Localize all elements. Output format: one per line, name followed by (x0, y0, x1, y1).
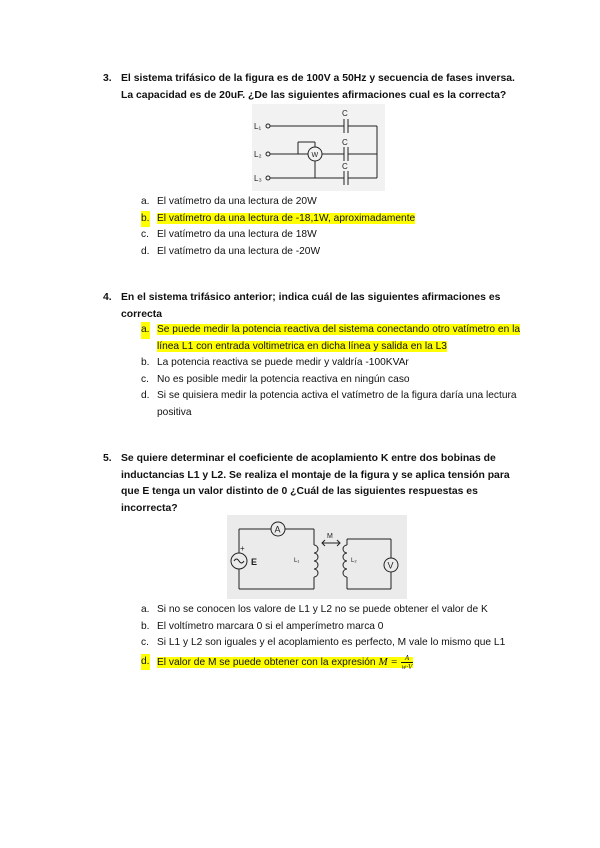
option-d[interactable] (141, 388, 521, 421)
formula-denominator: w·V (401, 662, 413, 671)
option-text: El vatímetro da una lectura de 18W (157, 229, 317, 240)
option-d[interactable] (141, 654, 521, 672)
option-letter: c. (141, 373, 149, 385)
option-letter: a. (141, 322, 150, 339)
label-v: V (387, 560, 394, 571)
question-text: En el sistema trifásico anterior; indica cuál de las siguientes afirmaciones es correcta (121, 292, 501, 320)
option-letter: d. (141, 245, 150, 257)
option-letter: a. (141, 604, 150, 615)
question-number: 5. (103, 453, 112, 464)
option-a[interactable] (141, 602, 521, 619)
option-text: No es posible medir la potencia reactiva en ningún caso (157, 373, 410, 385)
option-letter: d. (141, 654, 150, 671)
option-text: La potencia reactiva se puede medir y valdría -100KVAr (157, 357, 409, 368)
option-text: Si no se conocen los valore de L1 y L2 no se puede obtener el valor de K (157, 604, 488, 615)
label-w: W (311, 152, 319, 159)
option-text: El vatímetro da una lectura de 20W (157, 196, 317, 207)
option-d[interactable] (141, 244, 521, 261)
label-e: E (251, 557, 258, 567)
label-l2: L₂ (351, 558, 357, 564)
label-c2: C (342, 138, 348, 147)
terminal-l1 (266, 124, 270, 128)
formula-fraction (401, 654, 414, 671)
option-text: El valor de M se puede obtener con la expresión (157, 656, 376, 668)
option-text: El voltímetro marcara 0 si el amperímetro marca 0 (157, 620, 384, 632)
terminal-l2 (266, 152, 270, 156)
option-letter: a. (141, 196, 150, 207)
label-l2: L₂ (254, 150, 262, 159)
label-l1: L₁ (294, 558, 300, 564)
question-number: 3. (103, 73, 112, 84)
circuit-diagram (252, 104, 385, 191)
label-m: M (327, 533, 333, 540)
option-letter: c. (141, 637, 149, 648)
option-b[interactable] (141, 211, 521, 228)
formula-numerator: A (401, 654, 414, 663)
formula-lhs: M = (378, 655, 398, 668)
option-text-highlighted: Se puede medir la potencia reactiva del sistema conectando otro vatímetro en la línea L1 con entrada voltimetrica en dicha línea y salida en la L3 (157, 324, 520, 352)
option-letter: d. (141, 390, 150, 401)
coil-l2 (343, 545, 347, 577)
coil-l1 (314, 545, 318, 577)
question-3 (103, 71, 523, 104)
question-text: Se quiere determinar el coeficiente de acoplamiento K entre dos bobinas de inductancias L1 y L2. Se realiza el montaje de la figura y se aplica tensión para que E tenga un valor distinto de 0 ¿Cuál de las siguientes respuestas es incorrecta? (121, 453, 510, 514)
three-phase-circuit-figure (252, 104, 385, 191)
question-number: 4. (103, 292, 112, 303)
option-text: Si L1 y L2 son iguales y el acoplamiento es perfecto, M vale lo mismo que L1 (157, 637, 506, 648)
option-c[interactable] (141, 227, 521, 244)
question-4 (103, 290, 523, 323)
option-b[interactable] (141, 619, 521, 636)
label-a: A (274, 524, 281, 535)
label-l1: L₁ (254, 122, 262, 131)
option-a[interactable] (141, 322, 521, 355)
label-c3: C (342, 162, 348, 171)
label-l3: L₃ (254, 174, 262, 183)
option-text: Si se quisiera medir la potencia activa el vatímetro de la figura daría una lectura positiva (157, 390, 517, 418)
coupled-coils-diagram (227, 515, 407, 599)
option-text-highlighted: El vatímetro da una lectura de -18,1W, aproximadamente (157, 212, 416, 224)
question-5 (103, 451, 523, 517)
option-letter: b. (141, 357, 150, 368)
label-plus: + (240, 544, 245, 553)
option-letter: b. (141, 620, 150, 632)
question-5-options (141, 602, 521, 671)
option-d-highlighted (157, 653, 413, 671)
option-c[interactable] (141, 372, 521, 389)
option-c[interactable] (141, 635, 521, 652)
option-letter: b. (141, 211, 150, 228)
label-c1: C (342, 109, 348, 118)
option-letter: c. (141, 229, 149, 240)
question-text: El sistema trifásico de la figura es de 100V a 50Hz y secuencia de fases inversa. La capacidad es de 20uF. ¿De las siguientes afirmaciones cual es la correcta? (121, 73, 515, 101)
terminal-l3 (266, 176, 270, 180)
question-3-options (141, 194, 521, 260)
option-text: El vatímetro da una lectura de -20W (157, 245, 321, 257)
option-b[interactable] (141, 355, 521, 372)
option-a[interactable] (141, 194, 521, 211)
coupled-coils-figure (227, 515, 407, 599)
question-4-options (141, 322, 521, 421)
